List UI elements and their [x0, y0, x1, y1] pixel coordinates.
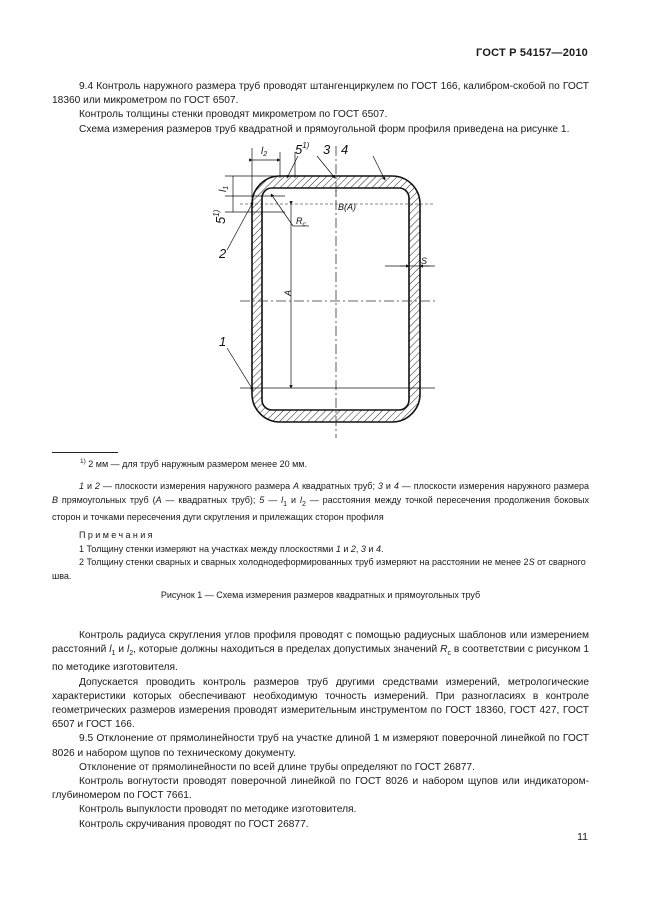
document-standard-id: ГОСТ Р 54157—2010 [476, 47, 588, 59]
note-2: 2 Толщину стенки сварных и сварных холоднодеформированных труб измеряют на расстоянии не менее 2S от сварного шва. [52, 557, 586, 581]
paragraph-other-instruments: Допускается проводить контроль размеров труб другими средствами измерений, метрологические характеристики которых обеспечивают необходимую точность измерений. При разногласиях в контроле геометрических размеров измерения проводят измерительным инструментом по ГОСТ 18360, ГОСТ 427, ГОСТ 6507 и ГОСТ 166. [52, 676, 589, 731]
figure-caption: Рисунок 1 — Схема измерения размеров квадратных и прямоугольных труб [160, 590, 481, 600]
paragraph-wall-thickness: Контроль толщины стенки проводят микрометром по ГОСТ 6507. [79, 109, 388, 121]
intro-paragraphs [52, 80, 589, 137]
label-l1: $l_1$ [218, 185, 230, 192]
paragraph-scheme-reference: Схема измерения размеров труб квадратной и прямоугольной форм профиля приведена на рисунке 1. [79, 123, 570, 135]
footnote: $^{1)}$ 2 мм — для труб наружным размером менее 20 мм. [80, 458, 307, 469]
label-rc: $R_c$ [296, 216, 306, 228]
page-number: 11 [577, 831, 588, 843]
paragraph-convexity: Контроль выпуклости проводят по методике изготовителя. [79, 804, 357, 816]
paragraph-radius-control: Контроль радиуса скругления углов профиля проводят с помощью радиусных шаблонов или измерением расстояний $l_1$ и $l_2$, которые должны находиться в пределах допустимых значений $R_c$ в соответствии с рисунком 1 по методике изготовителя. [52, 630, 589, 674]
paragraph-9-4: 9.4 Контроль наружного размера труб проводят штангенциркулем по ГОСТ 166, калибром-скобой по ГОСТ 18360 или микрометром по ГОСТ 6507. [52, 81, 589, 107]
paragraph-twist: Контроль скручивания проводят по ГОСТ 26877. [79, 818, 309, 830]
label-one: 1 [219, 334, 227, 349]
label-a: A [283, 289, 293, 296]
label-three: 3 [323, 142, 331, 157]
label-s: S [421, 256, 428, 266]
tube-profile-diagram [195, 138, 455, 438]
body-paragraphs [52, 629, 589, 832]
paragraph-concavity: Контроль вогнутости проводят поверочной линейкой по ГОСТ 8026 и набором щупов или индикатором-глубиномером по ГОСТ 7661. [52, 776, 589, 802]
label-b-a: B(A) [338, 202, 356, 212]
figure-legend: 1 и 2 — плоскости измерения наружного размера A квадратных труб; 3 и 4 — плоскости измерения наружного размера B прямоугольных труб (A — квадратных труб); 5 — $l_1$ и $l_2$ — расстояния между точкой пересечения продолжения боковых сторон и точками пересечения дуги скругления и прилежащих сторон профиля [52, 481, 590, 522]
note-1: 1 Толщину стенки измеряют на участках между плоскостями 1 и 2, 3 и 4. [79, 543, 384, 554]
footnote-rule [52, 452, 118, 453]
label-two: 2 [219, 246, 227, 261]
paragraph-straightness-full: Отклонение от прямолинейности по всей длине трубы определяют по ГОСТ 26877. [79, 761, 475, 773]
label-l2: $l_2$ [261, 146, 268, 158]
paragraph-9-5: 9.5 Отклонение от прямолинейности труб на участке длиной 1 м измеряют поверочной линейкой по ГОСТ 8026 и набором щупов по техническому документу. [52, 733, 589, 759]
notes-title: Примечания [79, 530, 155, 540]
label-four: 4 [341, 142, 349, 157]
label-five-top: 5$^{1)}$ [295, 141, 310, 157]
figure-notes [52, 529, 589, 583]
label-five-left: 5$^{1)}$ [212, 209, 228, 224]
